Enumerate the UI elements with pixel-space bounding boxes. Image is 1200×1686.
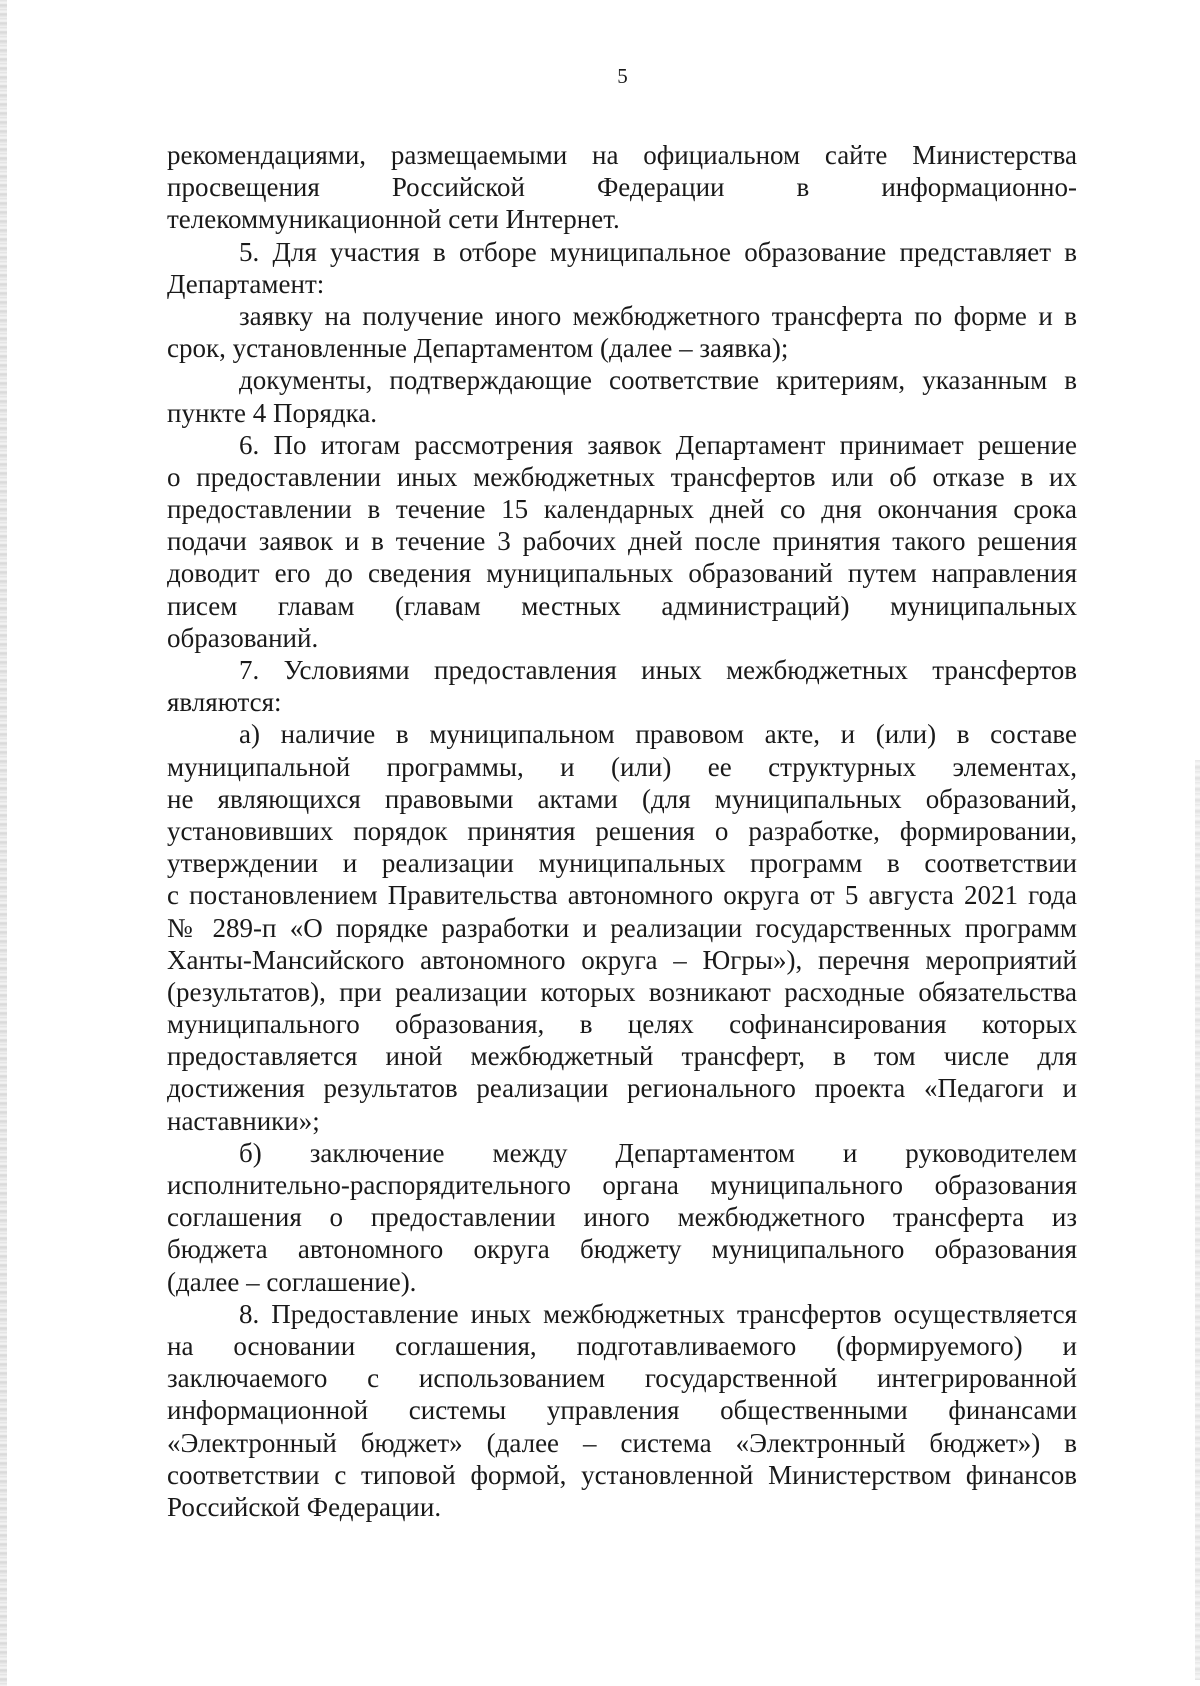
text-line: телекоммуникационной сети Интернет.: [167, 204, 620, 235]
text-line: информационной системы управления общественными финансами: [167, 1395, 1077, 1426]
text-line: бюджета автономного округа бюджету муниципального образования: [167, 1234, 1077, 1265]
paragraph-intro-continuation: [167, 139, 1077, 236]
text-line: с постановлением Правительства автономного округа от 5 августа 2021 года: [167, 880, 1077, 911]
text-line: о предоставлении иных межбюджетных трансфертов или об отказе в их: [167, 461, 1077, 492]
text-line: просвещения Российской Федерации в информационно-: [167, 172, 1077, 203]
text-line: установивших порядок принятия решения о разработке, формировании,: [167, 815, 1077, 846]
paragraph-clause-6: [167, 429, 1077, 654]
paragraph-clause-5-application: [167, 300, 1077, 364]
text-line: муниципального образования, в целях софинансирования которых: [167, 1009, 1077, 1040]
scan-edge-right: [1195, 760, 1200, 1680]
text-line: доводит его до сведения муниципальных образований путем направления: [167, 558, 1077, 589]
text-line: (результатов), при реализации которых возникают расходные обязательства: [167, 976, 1077, 1007]
paragraph-clause-7: [167, 654, 1077, 718]
text-line: 7. Условиями предоставления иных межбюджетных трансфертов: [239, 655, 1077, 685]
text-line: № 289-п «О порядке разработки и реализации государственных программ: [167, 912, 1077, 943]
text-line: (далее – соглашение).: [167, 1266, 417, 1297]
text-line: муниципальной программы, и (или) ее структурных элементах,: [167, 751, 1077, 782]
text-line: соответствии с типовой формой, установленной Министерством финансов: [167, 1459, 1077, 1490]
document-body: [167, 139, 1077, 1523]
text-line: 6. По итогам рассмотрения заявок Департамент принимает решение: [239, 429, 1077, 460]
text-line: рекомендациями, размещаемыми на официальном сайте Министерства: [167, 140, 1077, 170]
text-line: образований.: [167, 622, 319, 653]
scan-edge-left: [0, 0, 7, 1686]
text-line: утверждении и реализации муниципальных программ в соответствии: [167, 848, 1077, 879]
text-line: на основании соглашения, подготавливаемого (формируемого) и: [167, 1330, 1077, 1361]
text-line: пункте 4 Порядка.: [167, 397, 378, 428]
text-line: Департамент:: [167, 268, 325, 299]
text-line: а) наличие в муниципальном правовом акте, и (или) в составе: [239, 719, 1077, 750]
paragraph-clause-5: [167, 236, 1077, 300]
page-number: 5: [617, 64, 628, 88]
text-line: документы, подтверждающие соответствие критериям, указанным в: [239, 365, 1077, 396]
text-line: срок, установленные Департаментом (далее – заявка);: [167, 333, 789, 364]
text-line: подачи заявок и в течение 3 рабочих дней после принятия такого решения: [167, 526, 1077, 557]
text-line: Ханты-Мансийского автономного округа – Югры»), перечня мероприятий: [167, 944, 1077, 975]
paragraph-clause-5-documents: [167, 364, 1077, 428]
text-line: соглашения о предоставлении иного межбюджетного трансферта из: [167, 1202, 1077, 1233]
text-line: достижения результатов реализации регионального проекта «Педагоги и: [167, 1073, 1077, 1104]
text-line: исполнительно-распорядительного органа муниципального образования: [167, 1170, 1077, 1200]
text-line: 5. Для участия в отборе муниципальное образование представляет в: [239, 236, 1077, 267]
text-line: б) заключение между Департаментом и руководителем: [239, 1137, 1077, 1168]
paragraph-clause-7-a: [167, 718, 1077, 1136]
text-line: «Электронный бюджет» (далее – система «Электронный бюджет») в: [167, 1427, 1077, 1458]
text-line: предоставлении в течение 15 календарных дней со дня окончания срока: [167, 494, 1077, 525]
text-line: наставники»;: [167, 1105, 320, 1136]
text-line: 8. Предоставление иных межбюджетных трансфертов осуществляется: [239, 1298, 1077, 1329]
text-line: заявку на получение иного межбюджетного трансферта по форме и в: [239, 300, 1077, 331]
text-line: заключаемого с использованием государственной интегрированной: [167, 1363, 1077, 1394]
paragraph-clause-8: [167, 1298, 1077, 1523]
text-line: не являющихся правовыми актами (для муниципальных образований,: [167, 783, 1077, 814]
text-line: Российской Федерации.: [167, 1491, 442, 1522]
paragraph-clause-7-b: [167, 1137, 1077, 1298]
text-line: писем главам (главам местных администраций) муниципальных: [167, 590, 1077, 621]
text-line: являются:: [167, 687, 282, 718]
text-line: предоставляется иной межбюджетный трансферт, в том числе для: [167, 1041, 1077, 1072]
